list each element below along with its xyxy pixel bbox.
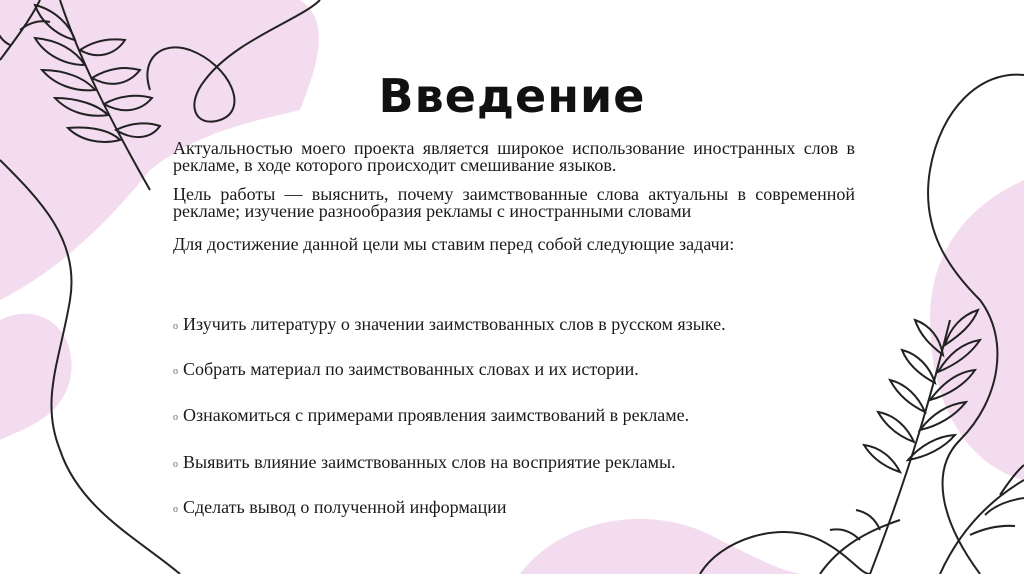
list-item [173, 359, 639, 380]
task-text: Собрать материал по заимствованных словах и их истории. [183, 359, 639, 379]
bullet-circle-icon: o [173, 321, 178, 332]
task-text: Изучить литературу о значении заимствованных слов в русском языке. [183, 314, 726, 334]
pink-blob-bottom [520, 519, 800, 574]
task-text: Сделать вывод о полученной информации [183, 497, 507, 517]
pink-blob-left [0, 314, 72, 440]
slide-title: Введение [378, 68, 646, 123]
bullet-circle-icon: o [173, 366, 178, 377]
paragraph-relevance: Актуальностью моего проекта является широкое использование иностранных слов в рекламе, в ходе которого происходит смешивание языков. [173, 138, 855, 175]
slide-body [173, 140, 855, 253]
list-item [173, 497, 506, 518]
list-item [173, 405, 689, 426]
pink-blob-right [930, 180, 1024, 480]
task-text: Выявить влияние заимствованных слов на восприятие рекламы. [183, 452, 676, 472]
task-text: Ознакомиться с примерами проявления заимствований в рекламе. [183, 405, 690, 425]
bullet-circle-icon: o [173, 459, 178, 470]
paragraph-goal: Цель работы — выяснить, почему заимствованные слова актуальны в современной рекламе; изучение разнообразия рекламы с иностранными словами [173, 184, 855, 221]
list-item [173, 314, 726, 335]
tasks-intro: Для достижение данной цели мы ставим перед собой следующие задачи: [173, 234, 735, 254]
bullet-circle-icon: o [173, 504, 178, 515]
bullet-circle-icon: o [173, 412, 178, 423]
list-item [173, 452, 676, 473]
